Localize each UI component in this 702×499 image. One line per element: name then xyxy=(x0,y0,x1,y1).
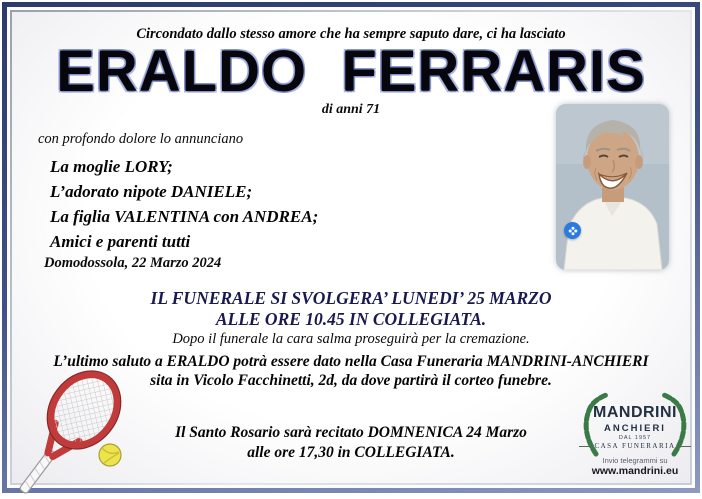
age-line: di anni 71 xyxy=(321,102,381,117)
logo-type-label: CASA FUNERARIA xyxy=(594,442,676,450)
tagline: Circondato dallo stesso amore che ha sempre saputo dare, ci ha lasciato xyxy=(136,26,566,42)
deceased-portrait-photo xyxy=(556,104,669,270)
funeral-home-logo xyxy=(576,392,694,484)
last-goodbye-line-1: L’ultimo saluto a ERALDO potrà essere dato nella Casa Funeraria MANDRINI-ANCHIERI xyxy=(53,353,649,370)
tennis-racket-illustration xyxy=(18,370,158,494)
rosary-line-1: Il Santo Rosario sarà recitato DOMNENICA 24 Marzo xyxy=(175,424,527,441)
cremation-note: Dopo il funerale la cara salma proseguirà per la cremazione. xyxy=(172,331,530,347)
place-and-date: Domodossola, 22 Marzo 2024 xyxy=(44,255,222,271)
logo-sub-brand: ANCHIERI xyxy=(604,423,666,434)
photo-overlay-badge[interactable] xyxy=(564,222,581,239)
logo-rule-right xyxy=(679,446,691,447)
family-member: La figlia VALENTINA con ANDREA; xyxy=(50,207,319,226)
rosary-line-2: alle ore 17,30 in COLLEGIATA. xyxy=(247,443,455,461)
announcement-intro: con profondo dolore lo annunciano xyxy=(38,131,244,147)
card-outer-frame xyxy=(2,2,700,493)
family-member: Amici e parenti tutti xyxy=(50,232,191,251)
logo-brand-name: MANDRINI xyxy=(593,404,677,421)
tennis-racket-icon xyxy=(18,370,158,494)
family-member: L’adorato nipote DANIELE; xyxy=(50,182,253,201)
logo-rule-left xyxy=(579,446,591,447)
deceased-name: ERALDO FERRARIS xyxy=(56,39,646,104)
card-content xyxy=(12,12,690,483)
logo-type xyxy=(576,442,694,450)
family-member: La moglie LORY; xyxy=(50,157,173,176)
flower-badge-icon xyxy=(568,226,578,236)
family-list xyxy=(50,154,318,254)
last-goodbye-line-2: sita in Vicolo Facchinetti, 2d, da dove partirà il corteo funebre. xyxy=(150,372,552,389)
portrait-illustration xyxy=(556,104,669,270)
card-white-mat xyxy=(7,7,695,488)
card-bevel-edge xyxy=(10,10,692,485)
logo-since: DAL 1957 xyxy=(618,435,652,441)
website-url[interactable]: www.mandrini.eu xyxy=(591,465,679,477)
funeral-line-2: ALLE ORE 10.45 IN COLLEGIATA. xyxy=(215,309,487,329)
telegram-note: Invio telegrammi su xyxy=(602,456,668,465)
funeral-line-1: IL FUNERALE SI SVOLGERA’ LUNEDI’ 25 MARZO xyxy=(150,288,552,308)
funeral-announcement xyxy=(12,288,690,330)
